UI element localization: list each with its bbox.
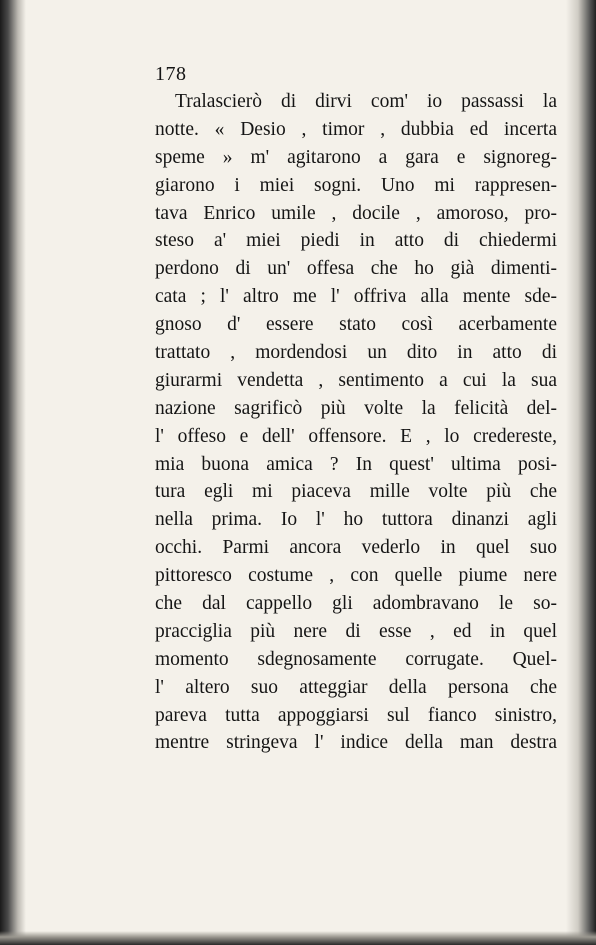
text-line: l' altero suo atteggiar della persona che bbox=[155, 676, 557, 698]
text-line: l' offeso e dell' offensore. E , lo credereste, bbox=[155, 425, 557, 447]
page-bottom-edge bbox=[0, 931, 596, 945]
text-line: mia buona amica ? In quest' ultima posi- bbox=[155, 453, 557, 475]
text-line: speme » m' agitarono a gara e signoreg- bbox=[155, 146, 557, 168]
text-line: tava Enrico umile , docile , amoroso, pro- bbox=[155, 202, 557, 224]
text-line: pittoresco costume , con quelle piume nere bbox=[155, 565, 557, 587]
text-line: notte. « Desio , timor , dubbia ed incerta bbox=[155, 118, 557, 140]
text-line: mentre stringeva l' indice della man destra bbox=[155, 732, 557, 754]
text-line: steso a' miei piedi in atto di chiedermi bbox=[155, 230, 557, 252]
text-line: momento sdegnosamente corrugate. Quel- bbox=[155, 648, 557, 670]
text-line: giarono i miei sogni. Uno mi rappresen- bbox=[155, 174, 557, 196]
text-line: nazione sagrificò più volte la felicità del- bbox=[155, 397, 557, 419]
text-line: che dal cappello gli adombravano le so- bbox=[155, 593, 557, 615]
text-line: pareva tutta appoggiarsi sul fianco sinistro, bbox=[155, 704, 557, 726]
page-number: 178 bbox=[155, 63, 187, 85]
page-right-edge bbox=[566, 0, 596, 945]
text-line: pracciglia più nere di esse , ed in quel bbox=[155, 620, 557, 642]
text-line: Tralascierò di dirvi com' io passassi la bbox=[175, 91, 557, 112]
text-line: tura egli mi piaceva mille volte più che bbox=[155, 481, 557, 503]
page-text-block bbox=[155, 62, 557, 757]
text-line: gnoso d' essere stato così acerbamente bbox=[155, 314, 557, 336]
text-line: nella prima. Io l' ho tuttora dinanzi agli bbox=[155, 509, 557, 531]
text-line: perdono di un' offesa che ho già dimenti- bbox=[155, 258, 557, 280]
page-left-edge bbox=[0, 0, 26, 945]
text-line: occhi. Parmi ancora vederlo in quel suo bbox=[155, 537, 557, 559]
text-line: giurarmi vendetta , sentimento a cui la sua bbox=[155, 369, 557, 391]
text-line: trattato , mordendosi un dito in atto di bbox=[155, 342, 557, 364]
text-line: cata ; l' altro me l' offriva alla mente sde- bbox=[155, 286, 557, 308]
